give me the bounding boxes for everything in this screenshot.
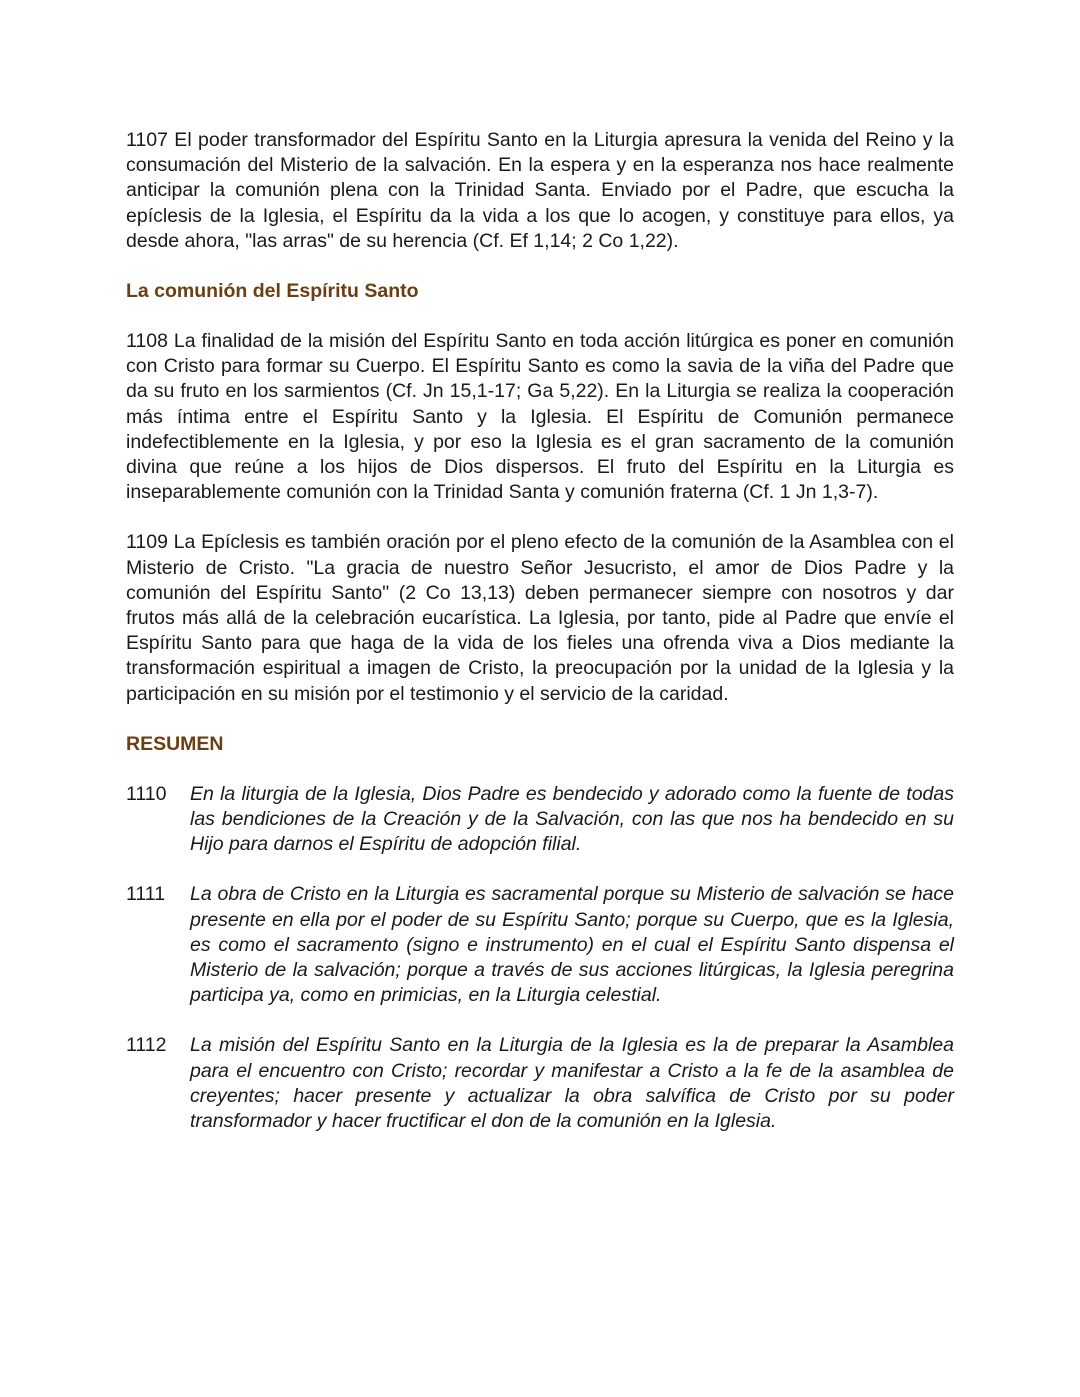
summary-number: 1112	[126, 1034, 167, 1057]
summary-text: La obra de Cristo en la Liturgia es sacramental porque su Misterio de salvación se hace presente en ella por el poder de su Espíritu Santo; porque su Cuerpo, que es la Iglesia, es como el sacramento (signo e instrumento) en el cual el Espíritu Santo dispensa el Misterio de la salvación; porque a través de sus acciones litúrgicas, la Iglesia peregrina participa ya, como en primicias, en la Liturgia celestial.	[190, 883, 954, 1007]
section-heading-comunion: La comunión del Espíritu Santo	[126, 280, 419, 303]
paragraph-1109: 1109 La Epíclesis es también oración por el pleno efecto de la comunión de la Asamblea con el Misterio de Cristo. "La gracia de nuestro Señor Jesucristo, el amor de Dios Padre y la comunión del Espíritu Santo" (2 Co 13,13) deben permanecer siempre con nosotros y dar frutos más allá de la celebración eucarística. La Iglesia, por tanto, pide al Padre que envíe el Espíritu Santo para que haga de la vida de los fieles una ofrenda viva a Dios mediante la transformación espiritual a imagen de Cristo, la preocupación por la unidad de la Iglesia y la participación en su misión por el testimonio y el servicio de la caridad.	[126, 531, 954, 705]
document-page	[126, 128, 954, 1134]
paragraph-1108: 1108 La finalidad de la misión del Espíritu Santo en toda acción litúrgica es poner en comunión con Cristo para formar su Cuerpo. El Espíritu Santo es como la savia de la viña del Padre que da su fruto en los sarmientos (Cf. Jn 15,1-17; Ga 5,22). En la Liturgia se realiza la cooperación más íntima entre el Espíritu Santo y la Iglesia. El Espíritu de Comunión permanece indefectiblemente en la Iglesia, y por eso la Iglesia es el gran sacramento de la comunión divina que reúne a los hijos de Dios dispersos. El fruto del Espíritu en la Liturgia es inseparablemente comunión con la Trinidad Santa y comunión fraterna (Cf. 1 Jn 1,3-7).	[126, 330, 954, 504]
summary-text: En la liturgia de la Iglesia, Dios Padre es bendecido y adorado como la fuente de todas las bendiciones de la Creación y de la Salvación, con las que nos ha bendecido en su Hijo para darnos el Espíritu de adopción filial.	[190, 782, 954, 856]
summary-number: 1110	[126, 782, 167, 805]
summary-item-1112	[126, 1033, 954, 1134]
summary-number: 1111	[126, 883, 166, 906]
summary-item-1111	[126, 882, 954, 1008]
paragraph-1107: 1107 El poder transformador del Espíritu Santo en la Liturgia apresura la venida del Reino y la consumación del Misterio de la salvación. En la espera y en la esperanza nos hace realmente anticipar la comunión plena con la Trinidad Santa. Enviado por el Padre, que escucha la epíclesis de la Iglesia, el Espíritu da la vida a los que lo acogen, y constituye para ellos, ya desde ahora, "las arras" de su herencia (Cf. Ef 1,14; 2 Co 1,22).	[126, 129, 954, 252]
section-heading-resumen: RESUMEN	[126, 732, 224, 755]
summary-text: La misión del Espíritu Santo en la Liturgia de la Iglesia es la de preparar la Asamblea para el encuentro con Cristo; recordar y manifestar a Cristo a la fe de la asamblea de creyentes; hacer presente y actualizar la obra salvífica de Cristo por su poder transformador y hacer fructificar el don de la comunión en la Iglesia.	[190, 1034, 954, 1133]
summary-item-1110	[126, 782, 954, 858]
